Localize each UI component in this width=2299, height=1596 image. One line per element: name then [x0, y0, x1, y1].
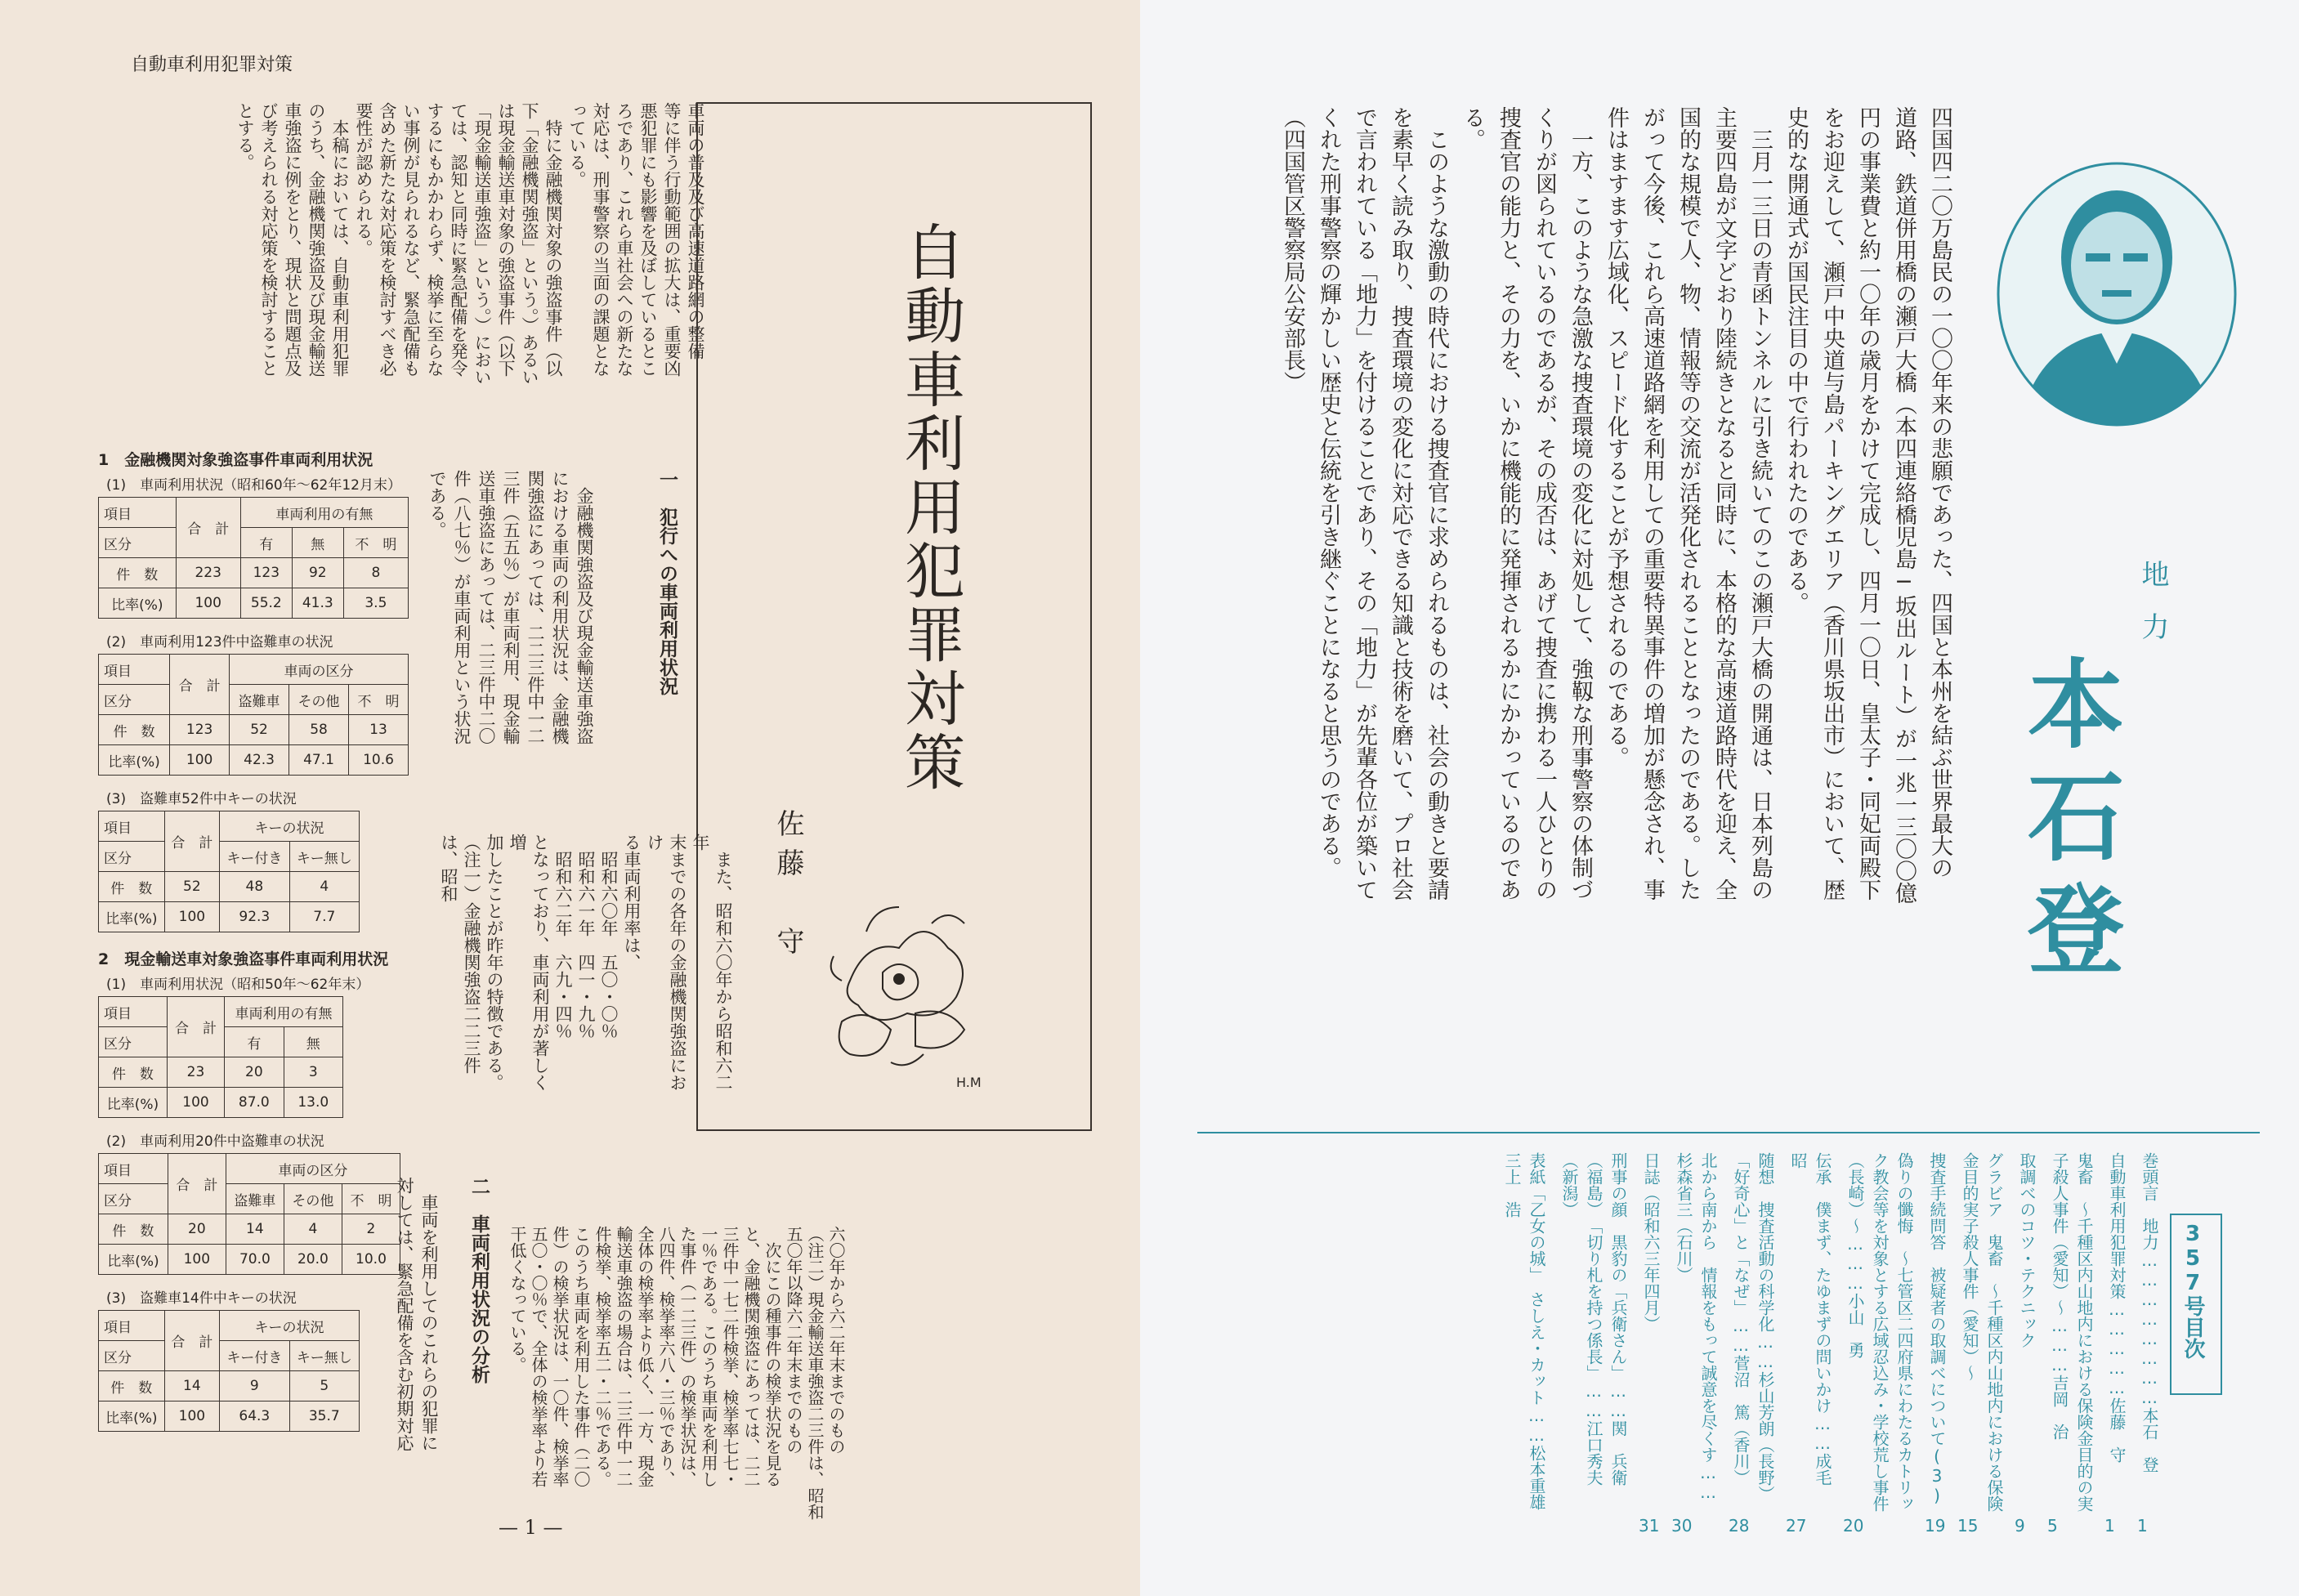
table-cell: 項目 [99, 811, 165, 842]
text-line: 輸送車強盗の場合は、二三件中一二 [614, 1226, 633, 1487]
toc-item-text: 伝承 僕まず、たゆまずの問いかけ……成毛 昭 [1788, 1152, 1832, 1502]
notes-and-arrest-text [507, 1226, 847, 1520]
toc-page-number: 1 [2137, 1516, 2148, 1536]
table-cell: 47.1 [289, 745, 349, 776]
text-line: 車両の普及及び高速道路網の整備 [686, 102, 705, 360]
toc-item[interactable] [1925, 1152, 1949, 1536]
toc-item[interactable] [1786, 1152, 1835, 1536]
table-cell: 48 [220, 872, 289, 902]
toc-page-number: 19 [1925, 1516, 1946, 1536]
text-line: 五〇・〇％で、全体の検挙率より若 [529, 1226, 548, 1487]
essay-line: このような激動の時代における捜査官に求められるものは、社会の動きと要請 [1424, 106, 1449, 901]
table-cell: 20 [225, 1057, 284, 1088]
table-cell: 7.7 [289, 902, 359, 932]
text-line: 昭和六〇年 五〇・〇％ [599, 834, 619, 1039]
text-line: 金融機関強盗及び現金輸送車強盗 [575, 470, 594, 744]
text-line: 一％である。このうち車両を利用し [699, 1226, 718, 1487]
table-cell: 92.3 [220, 902, 289, 932]
essay-line: がって今後、これら高速道路網を利用しての重要特異事件の増加が懸念され、事 [1639, 106, 1665, 901]
essay-line: 道路、鉄道併用橋の瀬戸大橋（本四連絡橋児島─坂出ルート）が一兆一三〇〇億 [1891, 106, 1917, 904]
table-1-3 [98, 811, 360, 932]
text-line: ろであり、これら車社会への新たな [615, 102, 634, 377]
illustration-signature: H.M [956, 1075, 982, 1090]
essay-line: 円の事業費と約一〇年の歳月をかけて完成し、四月一〇日、皇太子・同妃両殿下 [1855, 106, 1881, 901]
text-line: するにもかかわらず、検挙に至らな [425, 102, 445, 377]
table4-title: 2 現金輸送車対象強盗事件車両利用状況 [98, 950, 389, 968]
text-line: っている。 [567, 102, 587, 188]
table-cell: 10.6 [348, 745, 408, 776]
table-cell: 5 [289, 1371, 359, 1402]
table-cell: 87.0 [225, 1088, 284, 1118]
table-cell: キー付き [220, 842, 289, 872]
table-row [99, 1245, 400, 1275]
essay-line: くりが図られているのであるが、その成否は、あげて捜査に携わる一人ひとりの [1532, 106, 1557, 901]
essay-text [1242, 106, 1957, 1038]
table-cell: 項目 [99, 1311, 165, 1341]
toc-page-number: 31 [1639, 1516, 1660, 1536]
toc-item-text: 鬼畜 ～千種区内山地内における保険金目的の実子殺人事件（愛知）～………吉岡 治 [2050, 1152, 2094, 1512]
text-line: 件検挙、検挙率五二・二％である。 [593, 1226, 612, 1487]
essay-line: 一方、このような急激な捜査環境の変化に対処して、強靱な刑事警察の体制づ [1568, 106, 1593, 901]
toc-page-number: 9 [2015, 1516, 2025, 1536]
table-cell: 車両の区分 [230, 655, 409, 685]
toc-page-number: 30 [1671, 1516, 1693, 1536]
text-line: 昭和六二年 六九・四％ [553, 834, 573, 1039]
toc-page-number: 20 [1843, 1516, 1864, 1536]
text-line: 次にこの種事件の検挙状況を見る [763, 1226, 782, 1487]
toc-item[interactable] [2104, 1152, 2129, 1536]
table-cell: 13 [348, 715, 408, 745]
table-cell: 13.0 [284, 1088, 342, 1118]
essay-line: 四国四二〇万島民の一〇〇年来の悲願であった、四国と本州を結ぶ世界最大の [1927, 106, 1952, 878]
text-line: 「現金輸送車強盗」という。）におい [472, 102, 492, 386]
toc-page-number: 28 [1729, 1516, 1750, 1536]
text-line: 車強盗に例をとり、現状と問題点及 [283, 102, 302, 377]
toc-item-text: グラビア 鬼畜 ～千種区内山地内における保険金目的実子殺人事件（愛知）～ [1960, 1152, 2004, 1512]
toc-item[interactable] [2137, 1152, 2162, 1536]
text-line: る車両利用率は、 [622, 834, 642, 971]
toc-title: 357号目次 [2180, 1222, 2205, 1359]
text-line: い事例が見られるなど、緊急配備も [401, 102, 421, 377]
text-line: （注一）金融機関強盗二二三件は、昭和 [439, 834, 481, 1074]
table-cell: 項目 [99, 1154, 168, 1184]
table-cell: 4 [289, 872, 359, 902]
essay-line: をお迎えして、瀬戸中央道与島パーキングエリア（香川県坂出市）において、歴 [1819, 106, 1845, 901]
article-title: 自動車利用犯罪対策 [895, 221, 965, 794]
toc-item-text: 自動車利用犯罪対策……………佐藤 守 [2107, 1152, 2127, 1463]
table-cell: 件 数 [99, 1057, 168, 1088]
essay-line: 三月一三日の青函トンネルに引き続いてのこの瀬戸大橋の開通は、日本列島の [1747, 106, 1773, 901]
essay-line: を素早く読み取り、捜査環境の変化に対応できる知識と技術を磨いて、プロ社会 [1388, 106, 1413, 901]
table-cell: 盗難車 [230, 685, 289, 715]
table-cell: 合 計 [170, 655, 230, 715]
table-cell: 項目 [99, 997, 168, 1027]
text-line: となっており、車両利用が著しく増 [508, 834, 550, 1091]
left-page [0, 0, 1140, 1596]
table-cell: 車両利用の有無 [225, 997, 343, 1027]
table-cell: 100 [168, 1245, 226, 1275]
table-cell: 123 [170, 715, 230, 745]
table-cell: 合 計 [168, 1154, 226, 1214]
toc-page-number: 27 [1786, 1516, 1807, 1536]
table-cell: 35.7 [289, 1402, 359, 1432]
text-line: 対応は、刑事警察の当面の課題とな [591, 102, 611, 377]
table-2-2 [98, 1153, 400, 1275]
text-line: 対しては、緊急配備を含む初期対応 [395, 1177, 414, 1451]
table-cell: 52 [230, 715, 289, 745]
right-page [1140, 0, 2299, 1596]
text-line: 送車強盗にあっては、二三件中二〇 [476, 470, 496, 744]
table-of-contents [1263, 1152, 2162, 1561]
text-line: 要性が認められる。 [354, 102, 373, 257]
table-cell: 100 [164, 902, 220, 932]
table-cell: 区分 [99, 1027, 168, 1057]
text-line: と、金融機関強盗にあっては、二二 [741, 1226, 761, 1487]
table-cell: 区分 [99, 842, 165, 872]
text-line: 五〇年以降六二年末までのもの [784, 1226, 803, 1455]
table-cell: 58 [289, 715, 349, 745]
table5-subtitle: (2) 車両利用20件中盗難車の状況 [106, 1133, 324, 1150]
table-cell: 比率(%) [99, 745, 170, 776]
text-line: 下「金融機関強盗」という。）あるい [520, 102, 539, 386]
table-cell: 車両の区分 [226, 1154, 400, 1184]
table-cell: 14 [226, 1214, 284, 1245]
text-line: における車両の利用状況は、金融機 [550, 470, 570, 744]
running-head: 自動車利用犯罪対策 [131, 55, 293, 75]
table-row [99, 1214, 400, 1245]
text-line: のうち、金融機関強盗及び現金輸送 [306, 102, 326, 377]
section1-rates [437, 834, 735, 1103]
table-cell: 項目 [99, 655, 170, 685]
text-line: 特に金融機関対象の強盗事件（以 [543, 102, 563, 377]
essay-label: 地力 [2136, 560, 2169, 664]
toc-page-number: 15 [1957, 1516, 1979, 1536]
table-cell: 20 [168, 1214, 226, 1245]
table-cell: キー付き [220, 1341, 289, 1371]
table1-subtitle: (1) 車両利用状況（昭和60年～62年12月末） [106, 477, 401, 494]
tables-area [98, 448, 409, 1432]
table-cell: 不 明 [342, 1184, 400, 1214]
table-cell: 無 [284, 1027, 342, 1057]
text-line: 昭和六一年 四一・九％ [576, 834, 596, 1039]
table-cell: 比率(%) [99, 902, 165, 932]
text-line: である。 [427, 470, 447, 539]
table-cell: 4 [284, 1214, 342, 1245]
essay-line: 捜査官の能力と、その力を、いかに機能的に発揮されるかにかかっているのであ [1496, 106, 1521, 901]
text-line: このうち車両を利用した事件（二〇 [571, 1226, 591, 1487]
table-cell: 14 [164, 1371, 220, 1402]
toc-item-text: 北から南から 情報をもって誠意を尽くす……杉森省三（石川） [1674, 1152, 1718, 1502]
table3-subtitle: (3) 盗難車52件中キーの状況 [106, 791, 297, 807]
essay-line: 国的な規模で人、物、情報等の交流が活発化されることとなったのである。した [1675, 106, 1701, 901]
toc-item[interactable] [1671, 1152, 1720, 1536]
table-cell: 70.0 [226, 1245, 284, 1275]
author-portrait [1994, 159, 2239, 429]
flower-illustration [817, 883, 997, 1095]
table-2-3 [98, 1310, 360, 1432]
essay-line: 件はますます広域化、スピード化することが予想されるのである。 [1603, 106, 1629, 768]
toc-item[interactable] [1843, 1152, 1917, 1536]
table-cell: 区分 [99, 1184, 168, 1214]
toc-item-text: 表紙「乙女の城」 さしえ・カット……松本重雄 三上 浩 [1502, 1152, 1546, 1527]
table-row [99, 1402, 360, 1432]
table-cell: 盗難車 [226, 1184, 284, 1214]
table-cell: 42.3 [230, 745, 289, 776]
text-line: 等に伴う行動範囲の拡大は、重要凶 [662, 102, 682, 377]
table-cell: 件 数 [99, 872, 165, 902]
table-cell: キーの状況 [220, 811, 360, 842]
text-line: は現金輸送車対象の強盗事件（以下 [496, 102, 516, 377]
table-row [99, 715, 409, 745]
table-cell: 有 [225, 1027, 284, 1057]
text-line: び考えられる対応策を検討すること [259, 102, 279, 377]
table-row [99, 1371, 360, 1402]
table-cell: 件 数 [99, 1214, 168, 1245]
table-row [99, 902, 360, 932]
essay-line: る。 [1460, 106, 1485, 150]
toc-item[interactable] [1729, 1152, 1778, 1536]
table-cell: 52 [164, 872, 220, 902]
table-cell: 合 計 [164, 811, 220, 872]
toc-item[interactable] [2047, 1152, 2096, 1536]
table-cell: 件 数 [99, 715, 170, 745]
essay-line: 主要四島が文字どおり陸続きとなると同時に、本格的な高速道路時代を迎え、全 [1711, 106, 1737, 901]
text-line: 全体の検挙率より低く、一方、現金 [635, 1226, 655, 1487]
section2-heading: 二 車両利用状況の分析 [468, 1177, 490, 1384]
toc-item[interactable] [1639, 1152, 1663, 1536]
essay-line: （四国管区警察局公安部長） [1280, 106, 1305, 393]
table-row: 比率(%) 100 55.2 41.3 3.5 [99, 588, 409, 619]
toc-page-number: 5 [2047, 1516, 2058, 1536]
text-line: た事件（一二三件）の検挙状況は、 [678, 1226, 697, 1487]
table-cell: 不 明 [348, 685, 408, 715]
table-cell: 100 [170, 745, 230, 776]
toc-item-text: 捜査手続問答 被疑者の取調べについて(3) [1927, 1152, 1947, 1505]
table-cell: 2 [342, 1214, 400, 1245]
table-cell: 区分 [99, 685, 170, 715]
text-line: 八四件、検挙率六八・三％であり、 [656, 1226, 676, 1487]
page-number: — 1 — [499, 1516, 563, 1539]
table-cell: 3 [284, 1057, 342, 1088]
toc-item-text: 日誌（昭和六三年四月） [1641, 1152, 1661, 1332]
toc-item[interactable] [1557, 1152, 1630, 1536]
essay-line: くれた刑事警察の輝かしい歴史と伝統を引き継ぐことになると思うのである。 [1316, 106, 1341, 878]
text-line: 悪犯罪にも影響を及ぼしているとこ [638, 102, 658, 377]
table-1-2 [98, 654, 409, 776]
table-cell: 比率(%) [99, 1088, 168, 1118]
text-line: （注二）現金輸送車強盗二三件は、昭和 [805, 1226, 825, 1520]
toc-item[interactable] [1957, 1152, 2006, 1536]
essay-line: 史的な開通式が国民注目の中で行われたのである。 [1783, 106, 1809, 614]
toc-item-text: 随想 捜査活動の科学化……杉山芳朗（長野） 「好奇心」と「なぜ」……菅沼 篤（香川） [1731, 1152, 1775, 1510]
text-line: 末までの各年の金融機関強盗におけ [645, 834, 687, 1091]
text-line: 六〇年から六二年末までのもの [826, 1226, 846, 1455]
table-cell: 件 数 [99, 1371, 165, 1402]
table-cell: 100 [164, 1402, 220, 1432]
text-line: 件）の検挙状況は、一〇件、検挙率 [550, 1226, 570, 1487]
text-line: また、昭和六〇年から昭和六二年 [691, 834, 733, 1091]
table-2-1 [98, 996, 343, 1118]
table-cell: 20.0 [284, 1245, 342, 1275]
table-cell: キー無し [289, 842, 359, 872]
section1-text [425, 470, 597, 813]
toc-page-number: 1 [2104, 1516, 2115, 1536]
table-cell: その他 [284, 1184, 342, 1214]
toc-item-text: 取調べのコツ・テクニック [2017, 1152, 2037, 1348]
table-cell: 比率(%) [99, 1402, 165, 1432]
table-cell: 区分 [99, 1341, 165, 1371]
table-row [99, 745, 409, 776]
table-row [99, 1088, 343, 1118]
toc-item-text: 巻頭言 地力……………………本石 登 [2140, 1152, 2159, 1473]
text-line: ては、認知と同時に緊急配備を発令 [449, 102, 468, 377]
text-line: 件（八七％）が車両利用という状況 [452, 470, 472, 744]
table-cell: 合 計 [164, 1311, 220, 1371]
toc-item-text: 偽りの懺悔 ～七管区二四府県にわたるカトリック教会等を対象とする広域忍込み・学校荒し事件（長崎）～………小山 勇 [1845, 1152, 1914, 1512]
toc-item[interactable] [1500, 1152, 1549, 1536]
table-cell: 64.3 [220, 1402, 289, 1432]
essay-line: で言われている「地力」を付けることであり、その「地力」が先輩各位が築いて [1352, 106, 1377, 901]
toc-item[interactable] [2015, 1152, 2039, 1536]
text-line: 干低くなっている。 [508, 1226, 527, 1373]
article-author: 佐藤 守 [772, 809, 804, 966]
table-1-1: 項目 合 計 車両利用の有無 区分 有 無 不 明 件 数 223 123 92 8 比率(%) 100 55.2 41.3 3.5 [98, 497, 409, 619]
text-line: 加したことが昨年の特徴である。 [485, 834, 504, 1091]
text-line: 三件（五五％）が車両利用、現金輸 [501, 470, 521, 744]
intro-text [233, 102, 707, 429]
text-line: 含めた新たな対応策を検討すべき必 [378, 102, 397, 377]
toc-item-text: 刑事の顔 黒豹の「兵衛さん」……関 兵衛（福島） 「切り札を持つ係長」……江口秀夫（新潟） [1559, 1152, 1628, 1486]
essay-author-name: 本石登 [2011, 654, 2125, 992]
text-line: 本稿においては、自動車利用犯罪 [330, 102, 350, 377]
table-row [99, 872, 360, 902]
text-line: 車両を利用してのこれらの犯罪に [419, 1177, 439, 1451]
table-cell: 10.0 [342, 1245, 400, 1275]
table1-title: 1 金融機関対象強盗事件車両利用状況 [98, 451, 373, 469]
table4-subtitle: (1) 車両利用状況（昭和50年～62年末） [106, 977, 370, 993]
text-line: 三件中一七二件検挙、検挙率七七・ [720, 1226, 740, 1487]
table-cell: その他 [289, 685, 349, 715]
table2-subtitle: (2) 車両利用123件中盗難車の状況 [106, 634, 333, 650]
text-line: 関強盗にあっては、二二三件中一二 [526, 470, 545, 744]
table-cell: 9 [220, 1371, 289, 1402]
table-cell: 23 [167, 1057, 224, 1088]
table-row [99, 1057, 343, 1088]
table-cell: 比率(%) [99, 1245, 168, 1275]
toc-divider [1197, 1132, 2260, 1133]
table-row: 件 数 223 123 92 8 [99, 558, 409, 588]
table-cell: キーの状況 [220, 1311, 360, 1341]
table6-subtitle: (3) 盗難車14件中キーの状況 [106, 1290, 297, 1307]
table-cell: 合 計 [167, 997, 224, 1057]
table-cell: 100 [167, 1088, 224, 1118]
text-line: とする。 [235, 102, 255, 171]
table-cell: キー無し [289, 1341, 359, 1371]
section1-heading: 一 犯行への車両利用状況 [656, 470, 678, 695]
